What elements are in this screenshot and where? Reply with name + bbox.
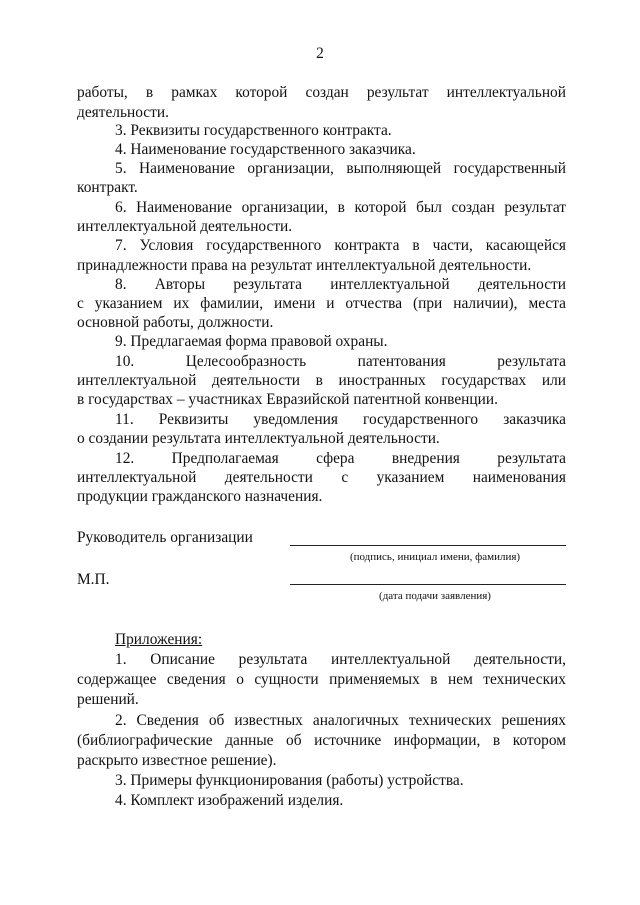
appendix-title-text: Приложения:	[115, 631, 203, 648]
paragraph-line: работы, в рамках которой создан результат интеллектуальной	[77, 84, 566, 101]
seal-label: М.П.	[77, 571, 110, 588]
appendix-item-2-cont: (библиографические данные об источнике информации, в котором	[77, 732, 566, 749]
list-item-8-cont: основной работы, должности.	[77, 314, 274, 331]
list-item-11: 11. Реквизиты уведомления государственного заказчика	[115, 411, 566, 428]
head-of-organization-label: Руководитель организации	[77, 529, 253, 546]
appendix-item-3: 3. Примеры функционирования (работы) устройства.	[115, 772, 464, 789]
appendix-item-1-cont: содержащее сведения о сущности применяемых в нем технических	[77, 671, 566, 688]
list-item-12: 12. Предполагаемая сфера внедрения результата	[115, 450, 566, 467]
signature-caption: (подпись, инициал имени, фамилия)	[349, 551, 521, 563]
appendix-item-2: 2. Сведения об известных аналогичных технических решениях	[115, 712, 566, 729]
appendix-item-2-cont: раскрыто известное решение).	[77, 752, 277, 769]
list-item-5: 5. Наименование организации, выполняющей государственный	[115, 160, 566, 177]
appendix-item-4: 4. Комплект изображений изделия.	[115, 792, 344, 809]
signature-line	[290, 545, 566, 546]
appendix-item-1-cont: решений.	[77, 691, 139, 708]
list-item-10-cont: интеллектуальной деятельности в иностранных государствах или	[77, 372, 566, 389]
list-item-9: 9. Предлагаемая форма правовой охраны.	[115, 333, 388, 350]
list-item-6: 6. Наименование организации, в которой был создан результат	[115, 199, 566, 216]
list-item-8-cont: с указанием их фамилии, имени и отчества (при наличии), места	[77, 295, 566, 312]
list-item-10-cont: в государствах – участниках Евразийской патентной конвенции.	[77, 391, 498, 408]
list-item-12-cont: интеллектуальной деятельности с указанием наименования	[77, 469, 566, 486]
list-item-5-cont: контракт.	[77, 179, 138, 196]
list-item-4: 4. Наименование государственного заказчика.	[115, 141, 416, 158]
paragraph-line: деятельности.	[77, 104, 169, 121]
appendix-item-1: 1. Описание результата интеллектуальной деятельности,	[115, 651, 566, 668]
list-item-8: 8. Авторы результата интеллектуальной деятельности	[115, 276, 566, 293]
list-item-7-cont: принадлежности права на результат интеллектуальной деятельности.	[77, 257, 532, 274]
list-item-7: 7. Условия государственного контракта в части, касающейся	[115, 237, 566, 254]
list-item-11-cont: о создании результата интеллектуальной деятельности.	[77, 430, 440, 447]
date-line	[290, 584, 566, 585]
page-number: 2	[316, 45, 324, 62]
date-caption: (дата подачи заявления)	[379, 590, 491, 602]
list-item-3: 3. Реквизиты государственного контракта.	[115, 122, 392, 139]
appendix-title	[115, 630, 565, 650]
seal-row	[77, 570, 566, 590]
list-item-12-cont: продукции гражданского назначения.	[77, 488, 323, 505]
list-item-10: 10. Целесообразность патентования результата	[115, 353, 566, 370]
list-item-6-cont: интеллектуальной деятельности.	[77, 218, 293, 235]
